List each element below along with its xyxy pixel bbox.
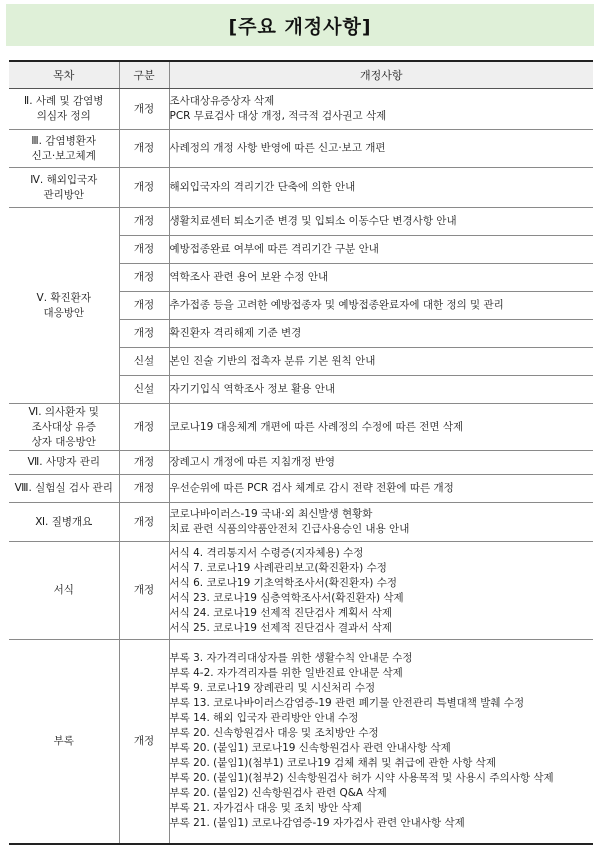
details-cell [169,404,593,451]
table-header-row [9,61,593,89]
detail-line: 부록 3. 자가격리대상자를 위한 생활수칙 안내문 수정 [169,652,413,665]
details-cell [169,503,593,542]
table-row [9,208,593,236]
category-cell: 신설 [119,376,169,404]
section-label: 관리방안 [43,188,85,201]
detail-line: 부록 20. (붙임1)(첨부2) 신속항원검사 허가 시약 사용목적 및 사용시 주의사항 삭제 [169,772,554,785]
detail-line: 부록 9. 코로나19 장례관리 및 시신처리 수정 [169,682,376,695]
section-label: Ⅶ. 사망자 관리 [27,456,100,468]
detail-line: 부록 21. 자가검사 대응 및 조치 방안 삭제 [169,802,362,815]
detail-line: 치료 관련 식품의약품안전처 긴급사용승인 내용 안내 [169,523,410,535]
table-row [9,451,593,475]
detail-line: 부록 20. 신속항원검사 대응 및 조치방안 수정 [169,727,379,740]
section-cell [9,640,119,844]
section-label: Ⅳ. 해외입국자 [30,173,98,186]
category-cell: 개정 [119,236,169,264]
table-row [9,404,593,451]
detail-line: 조사대상유증상자 삭제 [169,95,275,107]
details-cell [169,168,593,208]
detail-line: 부록 20. (붙임1) 코로나19 신속항원검사 관련 안내사항 삭제 [169,742,451,755]
section-label: 상자 대응방안 [31,435,96,448]
section-label: Ⅵ. 의사환자 및 [28,405,99,418]
details-cell [169,89,593,130]
header-section: 목차 [9,61,119,89]
details-cell [169,451,593,475]
details-cell [169,348,593,376]
details-cell [169,475,593,503]
section-cell [9,404,119,451]
section-label: Ⅴ. 확진환자 [36,291,91,304]
detail-line: 서식 23. 코로나19 심층역학조사서(확진환자) 삭제 [169,591,404,604]
detail-line: 역학조사 관련 용어 보완 수정 안내 [169,271,329,283]
detail-line: 코로나19 대응체계 개편에 따른 사례정의 수정에 따른 전면 삭제 [169,420,464,433]
details-cell [169,236,593,264]
detail-line: 장례고시 개정에 따른 지침개정 반영 [169,456,335,468]
section-label: 부록 [53,734,74,747]
page-title: [주요 개정사항] [228,15,372,38]
detail-line: 예방접종완료 여부에 따른 격리기간 구분 안내 [169,243,379,255]
section-cell [9,451,119,475]
table-row [9,503,593,542]
category-cell: 개정 [119,640,169,844]
category-cell: 개정 [119,264,169,292]
section-label: 조사대상 유증 [31,420,96,433]
table-body [9,89,593,844]
table-row [9,130,593,168]
category-cell: 개정 [119,89,169,130]
section-label: Ⅲ. 감염병환자 [31,134,97,147]
section-cell [9,168,119,208]
detail-line: 해외입국자의 격리기간 단축에 의한 안내 [169,181,356,193]
detail-line: 확진환자 격리해제 기준 변경 [169,327,302,339]
category-cell: 개정 [119,451,169,475]
detail-line: 부록 20. (붙임1)(첨부1) 코로나19 검체 채취 및 취급에 관한 사항 삭제 [169,757,496,770]
details-cell [169,542,593,640]
section-cell [9,208,119,404]
section-label: Ⅱ. 사례 및 감염병 [24,95,104,107]
section-cell [9,542,119,640]
detail-line: 서식 25. 코로나19 선제적 진단검사 결과서 삭제 [169,621,393,634]
details-cell [169,640,593,844]
revision-table [9,60,593,845]
header-details: 개정사항 [169,61,593,89]
category-cell: 개정 [119,292,169,320]
details-cell [169,264,593,292]
detail-line: 부록 20. (붙임2) 신속항원검사 관련 Q&A 삭제 [169,787,387,800]
detail-line: 코로나바이러스-19 국내·외 최신발생 현황화 [169,508,373,520]
table-row [9,542,593,640]
detail-line: 부록 13. 코로나바이러스감염증-19 관련 폐기물 안전관리 특별대책 발췌 수정 [169,697,525,710]
detail-line: 부록 14. 해외 입국자 관리방안 안내 수정 [169,712,359,725]
section-cell [9,503,119,542]
section-cell [9,89,119,130]
detail-line: 우선순위에 따른 PCR 검사 체계로 감시 전략 전환에 따른 개정 [169,482,454,494]
category-cell: 개정 [119,130,169,168]
detail-line: 본인 진술 기반의 접촉자 분류 기본 원칙 안내 [169,355,376,367]
detail-line: 사례정의 개정 사항 반영에 따른 신고·보고 개편 [169,142,386,154]
table-row [9,640,593,844]
category-cell: 신설 [119,348,169,376]
section-cell [9,475,119,503]
details-cell [169,292,593,320]
detail-line: 서식 4. 격리통지서 수령증(지자체용) 수정 [169,546,364,559]
category-cell: 개정 [119,168,169,208]
category-cell: 개정 [119,542,169,640]
detail-line: 서식 6. 코로나19 기초역학조사서(확진환자) 수정 [169,576,397,589]
details-cell [169,320,593,348]
detail-line: 부록 21. (붙임1) 코로나감염증-19 자가검사 관련 안내사항 삭제 [169,817,465,830]
detail-line: 부록 4-2. 자가격리자를 위한 일반진료 안내문 삭제 [169,667,403,680]
detail-line: 서식 7. 코로나19 사례관리보고(확진환자) 수정 [169,561,387,574]
section-label: Ⅺ. 질병개요 [35,515,93,528]
category-cell: 개정 [119,475,169,503]
section-label: 대응방안 [43,306,85,319]
section-label: Ⅷ. 실험실 검사 관리 [14,482,113,494]
section-label: 서식 [53,584,74,596]
section-cell [9,130,119,168]
title-banner [6,4,594,46]
detail-line: 생활치료센터 퇴소기준 변경 및 입퇴소 이동수단 변경사항 안내 [169,215,457,227]
category-cell: 개정 [119,404,169,451]
table-row [9,475,593,503]
details-cell [169,376,593,404]
header-category: 구분 [119,61,169,89]
table-row [9,168,593,208]
detail-line: 자기기입식 역학조사 정보 활용 안내 [169,383,335,395]
detail-line: PCR 무료검사 대상 개정, 적극적 검사권고 삭제 [169,110,387,122]
detail-line: 추가접종 등을 고려한 예방접종자 및 예방접종완료자에 대한 정의 및 관리 [169,299,504,311]
section-label: 신고·보고체계 [31,149,96,162]
table-row [9,89,593,130]
details-cell [169,130,593,168]
section-label: 의심자 정의 [36,110,91,122]
category-cell: 개정 [119,503,169,542]
detail-line: 서식 24. 코로나19 선제적 진단검사 계획서 삭제 [169,606,393,619]
category-cell: 개정 [119,208,169,236]
details-cell [169,208,593,236]
category-cell: 개정 [119,320,169,348]
